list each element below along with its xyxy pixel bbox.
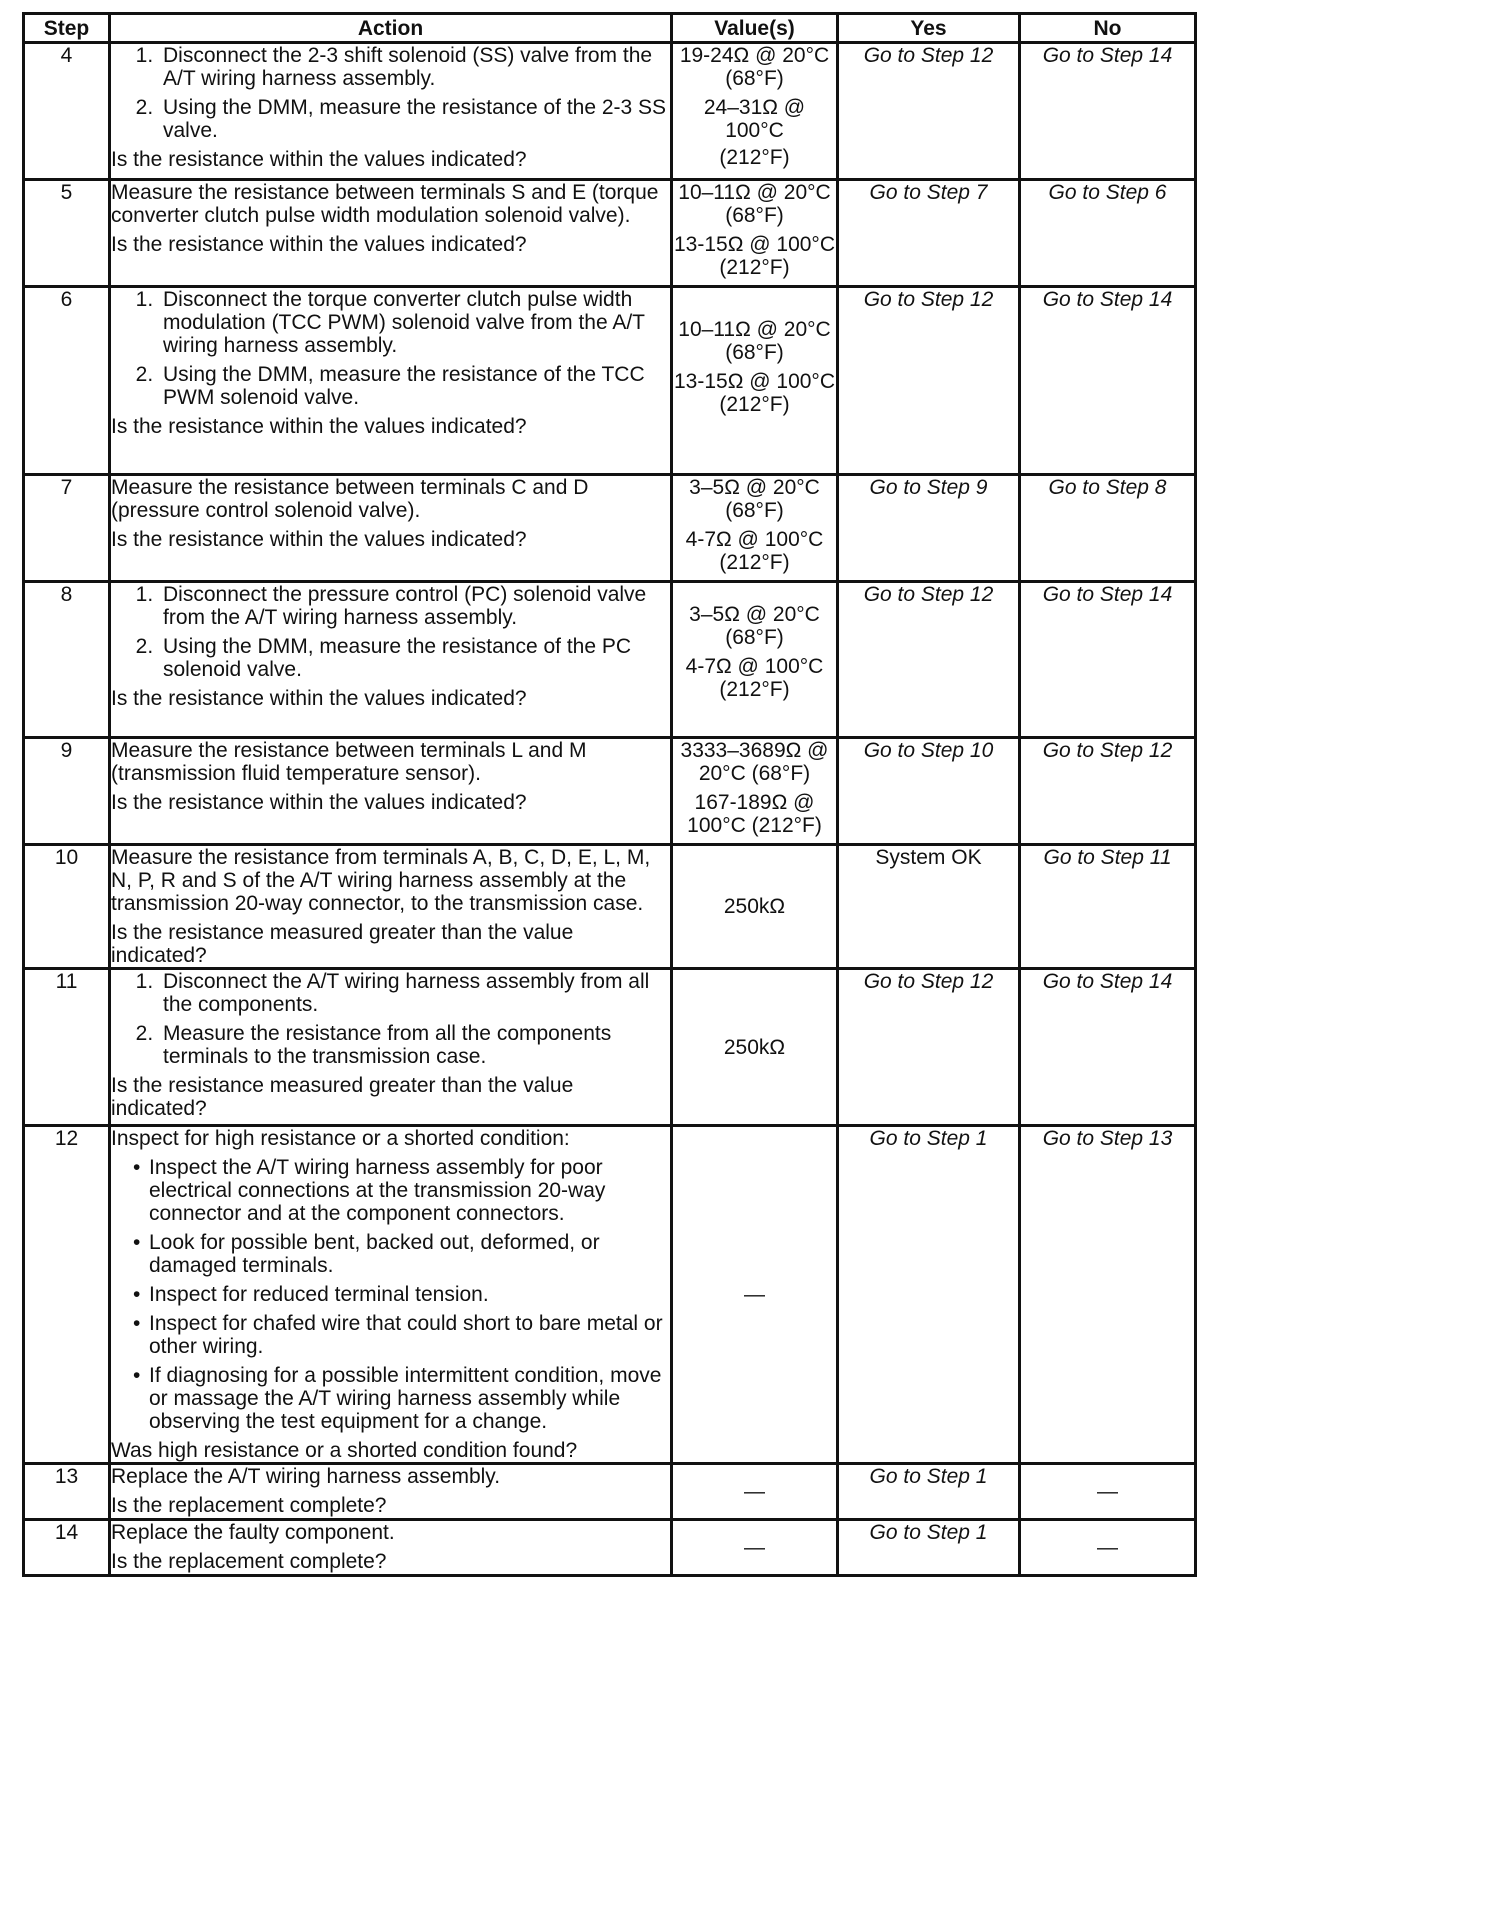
- table-row: [24, 582, 1196, 738]
- instruction-text: Inspect for high resistance or a shorted condition:: [111, 1127, 570, 1150]
- value-text: 4-7Ω @ 100°C (212°F): [685, 655, 824, 701]
- yes-cell: Go to Step 1: [838, 1520, 1020, 1576]
- no-cell: Go to Step 12: [1020, 738, 1196, 845]
- list-item: 1. Disconnect the torque converter clutch pulse width modulation (TCC PWM) solenoid valve from the A/T wiring harness assembly.: [159, 288, 670, 357]
- table-row: [24, 738, 1196, 845]
- action-cell: [110, 1126, 672, 1464]
- numbered-list: [111, 288, 670, 409]
- value-text: 167-189Ω @ 100°C (212°F): [687, 791, 822, 837]
- yes-cell: Go to Step 9: [838, 475, 1020, 582]
- question-text: Is the resistance within the values indicated?: [111, 148, 527, 171]
- value-text: 13-15Ω @ 100°C (212°F): [674, 233, 835, 279]
- list-item: 2. Using the DMM, measure the resistance of the 2-3 SS valve.: [159, 96, 670, 142]
- numbered-list: [111, 44, 670, 142]
- list-item: • If diagnosing for a possible intermittent condition, move or massage the A/T wiring harness assembly while observing the test equipment for a change.: [149, 1364, 670, 1433]
- list-item: 2. Using the DMM, measure the resistance of the TCC PWM solenoid valve.: [159, 363, 670, 409]
- list-item: • Inspect the A/T wiring harness assembly for poor electrical connections at the transmission 20-way connector and at the component connectors.: [149, 1156, 670, 1225]
- value-cell: [672, 1464, 838, 1520]
- no-cell: Go to Step 8: [1020, 475, 1196, 582]
- header-values: Value(s): [672, 14, 838, 43]
- question-text: Is the resistance measured greater than the value indicated?: [111, 1074, 574, 1120]
- question-text: Is the resistance within the values indicated?: [111, 791, 527, 814]
- value-text: 3333–3689Ω @ 20°C (68°F): [680, 739, 829, 785]
- question-text: Is the resistance measured greater than the value indicated?: [111, 921, 574, 967]
- value-text: 19-24Ω @ 20°C (68°F): [679, 44, 830, 90]
- value-cell: [672, 738, 838, 845]
- question-text: Is the replacement complete?: [111, 1550, 387, 1573]
- header-action: Action: [110, 14, 672, 43]
- value-text: 24–31Ω @ 100°C: [703, 96, 806, 142]
- yes-cell: Go to Step 1: [838, 1126, 1020, 1464]
- instruction-text: Measure the resistance from terminals A, B, C, D, E, L, M, N, P, R and S of the A/T wiring harness assembly at the transmission 20-way connector, to the transmission case.: [111, 846, 651, 915]
- bullet-list: [111, 1156, 670, 1433]
- action-cell: [110, 969, 672, 1126]
- instruction-text: Replace the A/T wiring harness assembly.: [111, 1465, 501, 1488]
- no-cell: Go to Step 13: [1020, 1126, 1196, 1464]
- step-number: 10: [24, 845, 110, 969]
- table-row: [24, 1464, 1196, 1520]
- header-row: [24, 14, 1196, 43]
- no-cell: —: [1020, 1464, 1196, 1520]
- value-text: 4-7Ω @ 100°C (212°F): [685, 528, 824, 574]
- value-text: 10–11Ω @ 20°C (68°F): [678, 181, 831, 227]
- yes-cell: Go to Step 10: [838, 738, 1020, 845]
- question-text: Is the resistance within the values indicated?: [111, 687, 527, 710]
- question-text: Is the replacement complete?: [111, 1494, 387, 1517]
- step-number: 9: [24, 738, 110, 845]
- no-cell: Go to Step 14: [1020, 969, 1196, 1126]
- instruction-text: Replace the faulty component.: [111, 1521, 395, 1544]
- action-cell: [110, 287, 672, 475]
- value-text: —: [744, 1536, 765, 1559]
- yes-cell: Go to Step 12: [838, 969, 1020, 1126]
- action-cell: [110, 1520, 672, 1576]
- value-cell: [672, 180, 838, 287]
- yes-cell: Go to Step 12: [838, 287, 1020, 475]
- step-number: 6: [24, 287, 110, 475]
- question-text: Is the resistance within the values indicated?: [111, 233, 527, 256]
- table-row: [24, 845, 1196, 969]
- value-text: (212°F): [719, 146, 790, 169]
- value-cell: [672, 1520, 838, 1576]
- step-number: 13: [24, 1464, 110, 1520]
- yes-cell: Go to Step 12: [838, 43, 1020, 180]
- value-text: —: [744, 1480, 765, 1503]
- question-text: Is the resistance within the values indicated?: [111, 528, 527, 551]
- value-cell: [672, 969, 838, 1126]
- value-cell: [672, 287, 838, 475]
- table-row: [24, 475, 1196, 582]
- list-item: 1. Disconnect the 2-3 shift solenoid (SS) valve from the A/T wiring harness assembly.: [159, 44, 670, 90]
- table-row: [24, 43, 1196, 180]
- header-step: Step: [24, 14, 110, 43]
- no-cell: Go to Step 14: [1020, 287, 1196, 475]
- table-row: [24, 969, 1196, 1126]
- question-text: Was high resistance or a shorted condition found?: [111, 1439, 578, 1462]
- step-number: 4: [24, 43, 110, 180]
- yes-cell: Go to Step 12: [838, 582, 1020, 738]
- header-yes: Yes: [838, 14, 1020, 43]
- yes-cell: System OK: [838, 845, 1020, 969]
- action-cell: [110, 582, 672, 738]
- value-text: 3–5Ω @ 20°C (68°F): [689, 603, 820, 649]
- step-number: 11: [24, 969, 110, 1126]
- action-cell: [110, 1464, 672, 1520]
- yes-cell: Go to Step 7: [838, 180, 1020, 287]
- list-item: • Inspect for reduced terminal tension.: [149, 1283, 670, 1306]
- table-row: [24, 1520, 1196, 1576]
- table-row: [24, 180, 1196, 287]
- value-text: 250kΩ: [723, 895, 786, 918]
- table-row: [24, 287, 1196, 475]
- action-cell: [110, 845, 672, 969]
- list-item: • Look for possible bent, backed out, deformed, or damaged terminals.: [149, 1231, 670, 1277]
- value-text: 13-15Ω @ 100°C (212°F): [674, 370, 835, 416]
- no-cell: Go to Step 6: [1020, 180, 1196, 287]
- action-cell: [110, 738, 672, 845]
- step-number: 7: [24, 475, 110, 582]
- no-cell: Go to Step 14: [1020, 43, 1196, 180]
- yes-cell: Go to Step 1: [838, 1464, 1020, 1520]
- no-cell: Go to Step 14: [1020, 582, 1196, 738]
- value-cell: [672, 475, 838, 582]
- value-cell: [672, 43, 838, 180]
- instruction-text: Measure the resistance between terminals L and M (transmission fluid temperature sensor).: [111, 739, 587, 785]
- step-number: 14: [24, 1520, 110, 1576]
- header-no: No: [1020, 14, 1196, 43]
- list-item: 2. Measure the resistance from all the components terminals to the transmission case.: [159, 1022, 670, 1068]
- value-text: —: [744, 1283, 765, 1306]
- numbered-list: [111, 970, 670, 1068]
- value-text: 250kΩ: [723, 1035, 786, 1059]
- value-cell: [672, 845, 838, 969]
- action-cell: [110, 43, 672, 180]
- step-number: 8: [24, 582, 110, 738]
- list-item: 1. Disconnect the pressure control (PC) solenoid valve from the A/T wiring harness assembly.: [159, 583, 670, 629]
- value-cell: [672, 1126, 838, 1464]
- step-number: 5: [24, 180, 110, 287]
- no-cell: —: [1020, 1520, 1196, 1576]
- question-text: Is the resistance within the values indicated?: [111, 415, 527, 438]
- value-cell: [672, 582, 838, 738]
- numbered-list: [111, 583, 670, 681]
- step-number: 12: [24, 1126, 110, 1464]
- value-text: 3–5Ω @ 20°C (68°F): [689, 476, 820, 522]
- list-item: • Inspect for chafed wire that could short to bare metal or other wiring.: [149, 1312, 670, 1358]
- action-cell: [110, 475, 672, 582]
- list-item: 2. Using the DMM, measure the resistance of the PC solenoid valve.: [159, 635, 670, 681]
- no-cell: Go to Step 11: [1020, 845, 1196, 969]
- diagnostic-table: [22, 12, 1197, 1577]
- action-cell: [110, 180, 672, 287]
- instruction-text: Measure the resistance between terminals C and D (pressure control solenoid valve).: [111, 476, 589, 522]
- value-text: 10–11Ω @ 20°C (68°F): [678, 318, 831, 364]
- list-item: 1. Disconnect the A/T wiring harness assembly from all the components.: [159, 970, 670, 1016]
- table-row: [24, 1126, 1196, 1464]
- instruction-text: Measure the resistance between terminals S and E (torque converter clutch pulse width modulation solenoid valve).: [111, 181, 659, 227]
